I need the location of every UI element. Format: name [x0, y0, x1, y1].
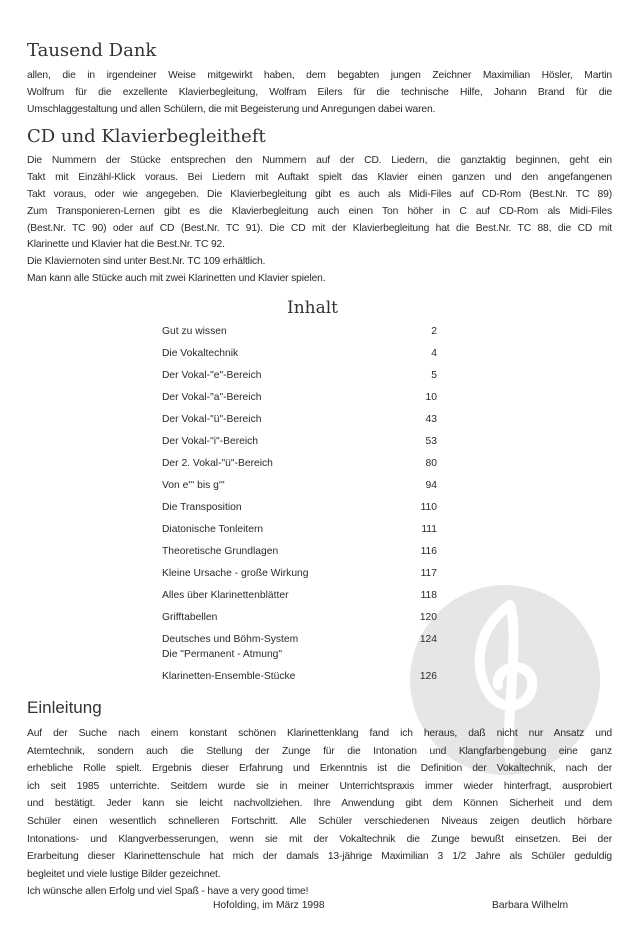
toc-entry-page: 10 — [425, 392, 437, 403]
toc-entry — [162, 588, 437, 610]
text-line: Zum Transponieren-Lernen gibt es die Klavierbegleitung auch einen Ton höher in C auf CD-Rom als Midi-Files — [27, 205, 612, 217]
toc-entry — [162, 478, 437, 500]
toc-entry-page: 4 — [431, 348, 437, 359]
toc-entry — [162, 368, 437, 390]
thanks-paragraph — [27, 68, 612, 119]
toc-entry-title: Die Transposition — [162, 502, 242, 513]
toc-entry — [162, 434, 437, 456]
toc-entry-page: 110 — [420, 502, 437, 513]
toc-entry-title: Der Vokal-"ü"-Bereich — [162, 414, 262, 425]
text-line: Klarinette und Klavier hat die Best.Nr. TC 92. — [27, 239, 225, 251]
toc-entry-page: 124 — [419, 634, 437, 645]
text-line: erhebliche Rolle spielt. Ergebnis dieser Erfahrung und Erkenntnis ist die Definition der Vokaltechnik, nach der — [27, 763, 612, 775]
author-name: Barbara Wilhelm — [492, 900, 569, 911]
cd-heading: CD und Klavierbegleitheft — [27, 126, 266, 147]
toc-entry — [162, 456, 437, 478]
text-line: (Best.Nr. TC 90) oder auf CD (Best.Nr. TC 91). Die CD mit der Klavierbegleitung hat die Best.Nr. TC 88, die CD mit — [27, 222, 612, 234]
text-line: begleitet und viele lustige Bilder gezeichnet. — [27, 868, 221, 880]
text-line: Umschlaggestaltung und allen Schülern, die mit Begeisterung und Anregungen dabei waren. — [27, 103, 436, 115]
toc-entry — [162, 390, 437, 412]
toc-entry — [162, 632, 437, 669]
toc-entry — [162, 412, 437, 434]
toc-entry-title: Der Vokal-"e"-Bereich — [162, 370, 262, 381]
toc-entry — [162, 610, 437, 632]
toc-entry-page: 126 — [419, 671, 437, 682]
intro-heading: Einleitung — [27, 698, 102, 717]
toc-entry-page: 53 — [425, 436, 437, 447]
text-line: Wolfrum für die exzellente Klavierbegleitung, Wolfram Eilers für die technische Hilfe, Johann Brand für die — [27, 86, 612, 98]
toc-entry-subtitle: Die "Permanent - Atmung" — [162, 649, 283, 660]
place-date: Hofolding, im März 1998 — [213, 900, 325, 911]
text-line: Takt mit Einzähl-Klick voraus. Bei Liedern mit Auftakt spielt das Klavier einen ganzen und den angefangenen — [27, 171, 612, 183]
text-line: Ich wünsche allen Erfolg und viel Spaß - have a very good time! — [27, 886, 309, 898]
toc-entry-title: Der Vokal-"a"-Bereich — [162, 392, 262, 403]
toc-entry-title: Die Vokaltechnik — [162, 348, 239, 359]
toc-entry — [162, 346, 437, 368]
toc-entry-title: Theoretische Grundlagen — [162, 546, 279, 557]
toc-entry-page: 80 — [425, 458, 437, 469]
text-line: Takt voraus, oder wie angegeben. Die Klavierbegleitung gibt es auch als Midi-Files auf CD-Rom (Best.Nr. TC 89) — [27, 188, 612, 200]
toc-entry-title: Klarinetten-Ensemble-Stücke — [162, 671, 296, 682]
text-line: allen, die in irgendeiner Weise mitgewirkt haben, dem begabten jungen Zeichner Maximilian Hösler, Martin — [27, 70, 612, 81]
table-of-contents — [162, 324, 437, 691]
toc-entry — [162, 500, 437, 522]
toc-entry-page: 5 — [431, 370, 437, 381]
text-line: Schüler einen wesentlich schnelleren Fortschritt. Alle Schüler verschiedenen Niveaus zeigen deutlich hörbare — [27, 815, 612, 827]
toc-entry-page: 116 — [420, 546, 437, 557]
toc-entry-title: Alles über Klarinettenblätter — [162, 590, 289, 601]
toc-entry-title: Von e''' bis g''' — [162, 480, 225, 491]
text-line: Die Nummern der Stücke entsprechen den Nummern auf der CD. Liedern, die ganztaktig beginnen, geht ein — [27, 155, 612, 166]
toc-entry-page: 2 — [431, 326, 437, 337]
text-line: Erarbeitung dieser Klarinettenschule hat mich der damals 13-jährige Maximilian 3 1/2 Jahre als Schüler geduldig — [27, 851, 612, 863]
text-line: Auf der Suche nach einem konstant schönen Klarinettenklang fand ich heraus, daß nicht nur Ansatz und — [27, 728, 612, 739]
toc-entry-page: 94 — [425, 480, 437, 491]
toc-entry — [162, 669, 437, 691]
toc-entry — [162, 544, 437, 566]
toc-entry-page: 43 — [425, 414, 437, 425]
toc-entry-title: Der 2. Vokal-"ü"-Bereich — [162, 458, 273, 469]
toc-entry-title: Gut zu wissen — [162, 326, 227, 337]
text-line: und bestätigt. Jeder kann sie leicht nachvollziehen. Ihre Anwendung gibt dem Können Sicherheit und dem — [27, 798, 612, 810]
toc-entry-title: Deutsches und Böhm-System — [162, 634, 299, 645]
toc-entry — [162, 324, 437, 346]
intro-paragraph — [27, 725, 612, 901]
toc-entry-page: 118 — [420, 590, 437, 601]
toc-entry-page: 111 — [421, 524, 437, 535]
text-line: Die Klaviernoten sind unter Best.Nr. TC 109 erhältlich. — [27, 256, 266, 268]
toc-entry-title: Der Vokal-"i"-Bereich — [162, 436, 259, 447]
toc-entry — [162, 522, 437, 544]
text-line: Intonations- und Klangverbesserungen, wenn sie mit der Vokaltechnik die Zunge bewußt einsetzen. Bei der — [27, 833, 612, 845]
toc-entry-title: Kleine Ursache - große Wirkung — [162, 568, 309, 579]
toc-entry-page: 117 — [420, 568, 437, 579]
thanks-heading: Tausend Dank — [27, 40, 157, 61]
text-line: ich seit 1985 unterrichte. Seitdem wurde sie in meiner Unterrichtspraxis immer wieder hinterfragt, ausprobiert — [27, 780, 612, 792]
toc-entry-title: Diatonische Tonleitern — [162, 524, 264, 535]
toc-entry-page: 120 — [419, 612, 437, 623]
toc-entry — [162, 566, 437, 588]
toc-entry-title: Grifftabellen — [162, 612, 218, 623]
text-line: Atemtechnik, sondern auch die Stellung der Zunge für die Intonation und Klangfarbengebung eine ganz — [27, 745, 612, 757]
cd-paragraph — [27, 153, 612, 288]
text-line: Man kann alle Stücke auch mit zwei Klarinetten und Klavier spielen. — [27, 273, 326, 285]
toc-title: Inhalt — [286, 298, 339, 318]
